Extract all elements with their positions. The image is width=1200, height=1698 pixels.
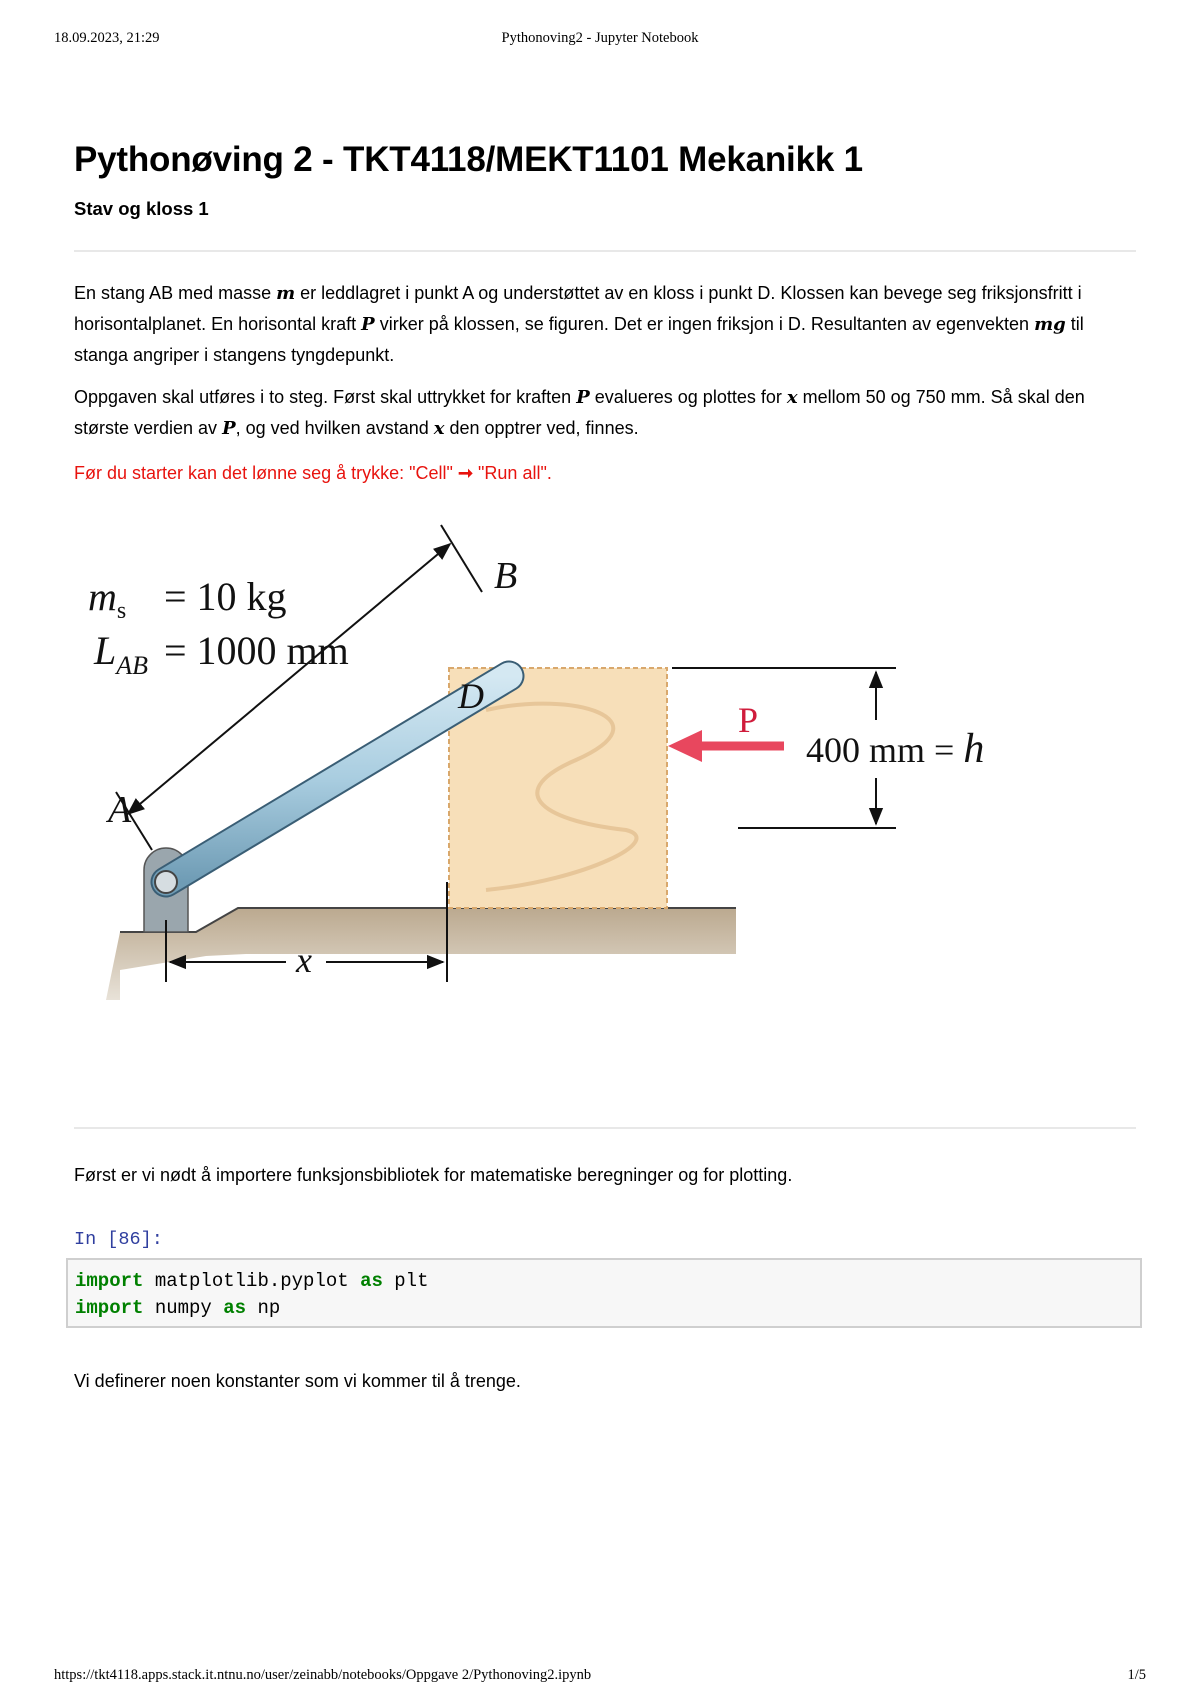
page-number: 1/5 (1127, 1667, 1146, 1683)
ground (106, 908, 736, 1000)
ms-label: $m_s = 10$ kg (88, 574, 287, 624)
task-text-5: den opptrer ved, finnes. (444, 418, 639, 438)
math-x: x (433, 418, 445, 439)
intro-text-3: virker på klossen, se figuren. Det er ingen friksjon i D. Resultanten av egenvekten (374, 314, 1035, 334)
task-text-3: mellom 50 og 750 mm. Så skal den største verdien av (74, 387, 1085, 438)
label-A: A (108, 789, 132, 831)
math-m: m (276, 283, 296, 304)
notebook-content (74, 138, 1136, 488)
intro-paragraph (74, 278, 1136, 370)
label-D: D (458, 676, 484, 716)
math-x: x (786, 387, 798, 408)
intro-text-4: til stanga angriper i stangens tyngdepunkt. (74, 314, 1084, 365)
divider (74, 250, 1136, 252)
constants-text: Vi definerer noen konstanter som vi kommer til å trenge. (74, 1371, 521, 1391)
math-P: P (361, 314, 375, 335)
print-url: https://tkt4118.apps.stack.it.ntnu.no/user/zeinabb/notebooks/Oppgave 2/Pythonoving2.ipynb (54, 1667, 592, 1683)
print-footer (54, 1667, 1146, 1687)
code-line: import numpy as np (75, 1297, 281, 1319)
math-mg: mg (1034, 314, 1066, 335)
code-line: import matplotlib.pyplot as plt (75, 1270, 429, 1292)
run-all-hint (74, 458, 1136, 488)
task-paragraph (74, 382, 1136, 444)
task-text-1: Oppgaven skal utføres i to steg. Først skal uttrykket for kraften (74, 387, 577, 407)
pin (155, 871, 177, 893)
label-B: B (494, 555, 518, 597)
code-cell[interactable] (66, 1258, 1142, 1328)
task-text-2: evalueres og plottes for (589, 387, 787, 407)
print-date: 18.09.2023, 21:29 (54, 30, 160, 46)
print-header (54, 30, 1146, 50)
print-page-title: Pythonoving2 - Jupyter Notebook (501, 30, 699, 46)
force-arrowhead (668, 730, 702, 762)
task-text-4: , og ved hvilken avstand (235, 418, 434, 438)
label-x: x (296, 940, 312, 980)
hint-text-1: Før du starter kan det lønne seg å trykke: "Cell" (74, 463, 458, 483)
notebook-subtitle: Stav og kloss 1 (74, 198, 209, 219)
cell-prompt: In [86]: (74, 1229, 163, 1250)
intro-text-1: En stang AB med masse (74, 283, 277, 303)
mechanics-figure (88, 555, 1126, 1080)
hint-text-2: "Run all". (473, 463, 552, 483)
arrow-right-icon: ➞ (457, 463, 474, 483)
intro-text-2: er leddlagret i punkt A og understøttet av en kloss i punkt D. Klossen kan bevege seg friksjonsfritt i horisontalplanet. En horisontal kraft (74, 283, 1082, 334)
divider (74, 1127, 1136, 1129)
math-P: P (576, 387, 590, 408)
import-text: Først er vi nødt å importere funksjonsbibliotek for matematiske beregninger og for plotting. (74, 1165, 793, 1185)
math-P: P (222, 418, 236, 439)
label-P: P (738, 700, 759, 740)
lab-label: $L_{AB} = 1000$ mm (94, 628, 349, 680)
notebook-title: Pythonøving 2 - TKT4118/MEKT1101 Mekanikk 1 (74, 140, 863, 179)
height-label: 400 mm = h (806, 726, 985, 772)
rod-end-tick-B (441, 525, 482, 592)
